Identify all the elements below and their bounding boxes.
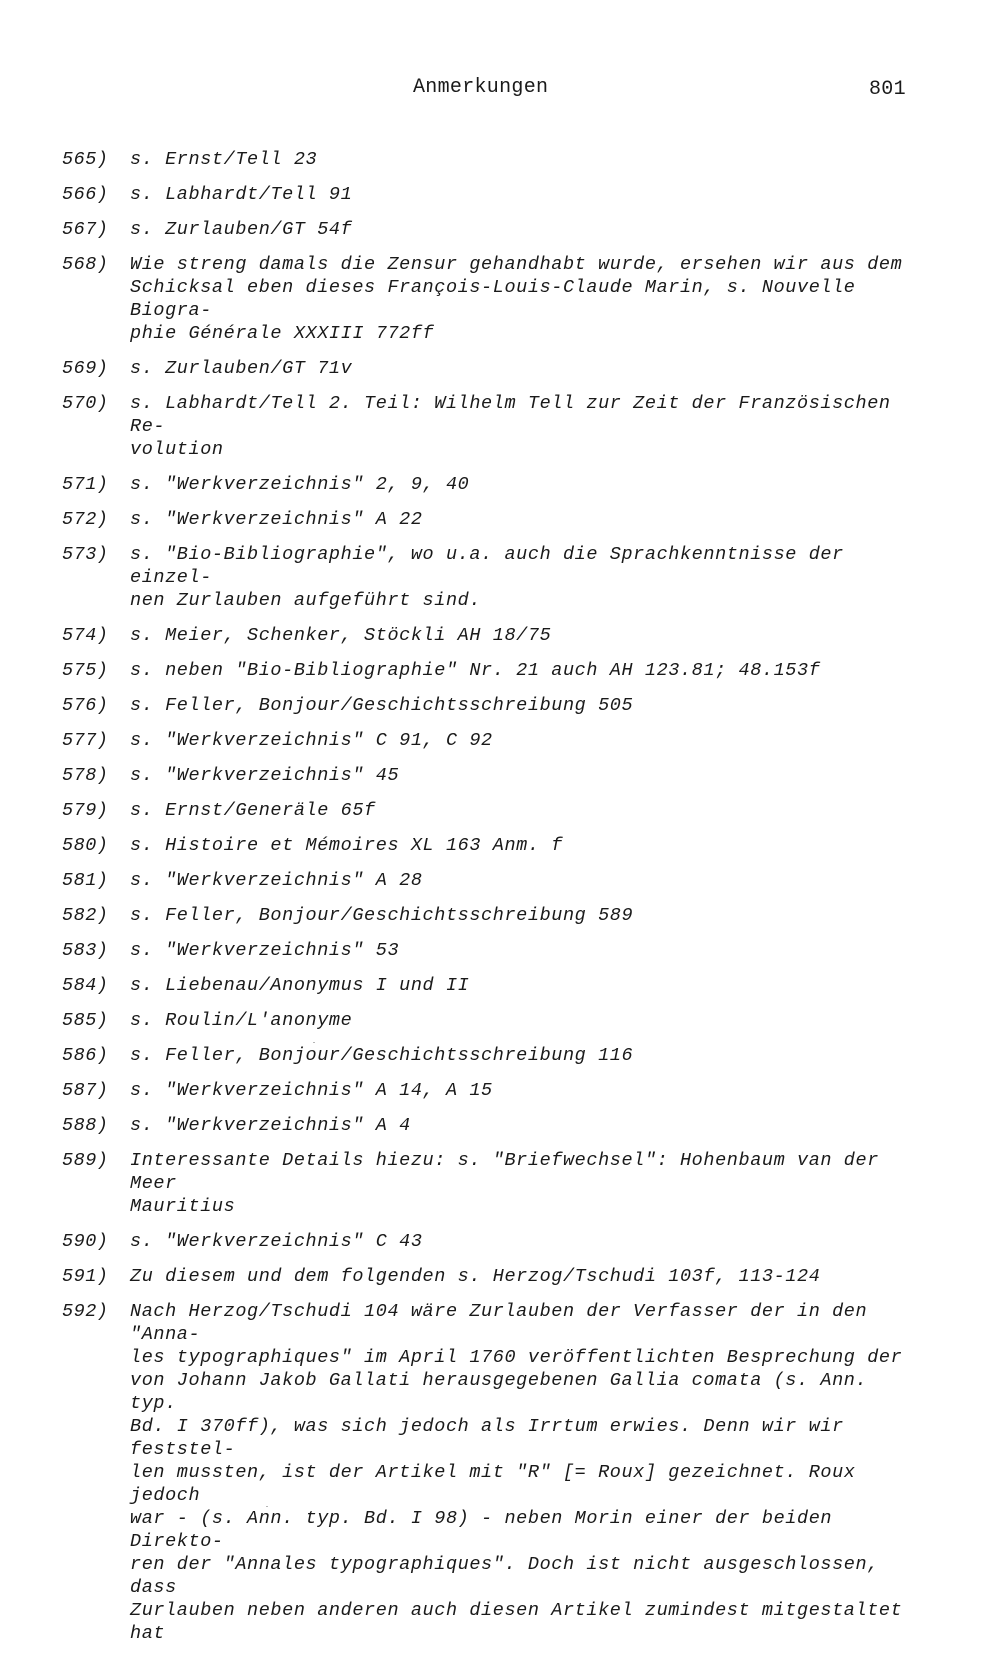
endnote-number: 571) [62, 474, 109, 495]
endnote-text: s. Feller, Bonjour/Geschichtsschreibung 589 [130, 905, 634, 926]
endnote-number: 567) [62, 219, 109, 240]
endnote-number: 578) [62, 765, 109, 786]
endnote [62, 1044, 942, 1067]
endnote-text: s. Zurlauben/GT 71v [130, 358, 353, 379]
endnote-number: 591) [62, 1266, 109, 1287]
endnote [62, 834, 942, 857]
endnote-text: s. "Bio-Bibliographie", wo u.a. auch die Sprachkenntnisse der einzel- nen Zurlauben aufgeführt sind. [130, 544, 844, 611]
endnote-text: s. Ernst/Tell 23 [130, 149, 318, 170]
scan-speck [313, 1042, 315, 1043]
endnote-number: 577) [62, 730, 109, 751]
endnote-text: Interessante Details hiezu: s. "Briefwechsel": Hohenbaum van der Meer Mauritius [130, 1150, 879, 1217]
endnote-text: s. neben "Bio-Bibliographie" Nr. 21 auch AH 123.81; 48.153f [130, 660, 821, 681]
endnote-text: s. "Werkverzeichnis" A 28 [130, 870, 423, 891]
endnote [62, 473, 942, 496]
page-title: Anmerkungen [413, 76, 549, 99]
endnote-text: s. Feller, Bonjour/Geschichtsschreibung 505 [130, 695, 634, 716]
endnote [62, 729, 942, 752]
endnote-number: 587) [62, 1080, 109, 1101]
endnote-text: s. Ernst/Generäle 65f [130, 800, 376, 821]
endnote [62, 1079, 942, 1102]
endnote-text: Nach Herzog/Tschudi 104 wäre Zurlauben der Verfasser der in den "Anna- les typographiques" im April 1760 veröffentlichten Besprechung der von Johann Jakob Gallati herausgegebenen Gallia comata (s. Ann. typ. Bd. I 370ff), was sich jedoch als Irrtum erwies. Denn wir wir feststel- len mussten, ist der Artikel mit "R" [= Roux] gezeichnet. Roux jedoch war - (s. Ann. typ. Bd. I 98) - neben Morin einer der beiden Direkto- ren der "Annales typographiques". Doch ist nicht ausgeschlossen, dass Zurlauben neben anderen auch diesen Artikel zumindest mitgestaltet hat [130, 1301, 903, 1644]
endnote [62, 1265, 942, 1288]
endnote-text: s. Labhardt/Tell 91 [130, 184, 353, 205]
endnote-number: 583) [62, 940, 109, 961]
endnote [62, 218, 942, 241]
endnote [62, 183, 942, 206]
endnote-number: 585) [62, 1010, 109, 1031]
endnote-text: s. Meier, Schenker, Stöckli AH 18/75 [130, 625, 552, 646]
endnote-number: 572) [62, 509, 109, 530]
endnote-number: 586) [62, 1045, 109, 1066]
endnote-text: s. "Werkverzeichnis" A 14, A 15 [130, 1080, 493, 1101]
endnote-number: 568) [62, 254, 109, 275]
endnote-number: 584) [62, 975, 109, 996]
endnote-text: s. Roulin/L'anonyme [130, 1010, 353, 1031]
endnote [62, 869, 942, 892]
endnote [62, 357, 942, 380]
page-number: 801 [869, 78, 906, 101]
page-header [0, 76, 1000, 102]
endnote [62, 694, 942, 717]
endnote-number: 580) [62, 835, 109, 856]
endnote-number: 592) [62, 1301, 109, 1322]
endnote-number: 590) [62, 1231, 109, 1252]
endnote-text: s. Liebenau/Anonymus I und II [130, 975, 470, 996]
endnote-number: 574) [62, 625, 109, 646]
endnote [62, 799, 942, 822]
endnote-text: s. Histoire et Mémoires XL 163 Anm. f [130, 835, 563, 856]
endnote-number: 589) [62, 1150, 109, 1171]
endnote [62, 939, 942, 962]
endnote [62, 1230, 942, 1253]
endnote [62, 659, 942, 682]
endnote-text: Zu diesem und dem folgenden s. Herzog/Tschudi 103f, 113-124 [130, 1266, 821, 1287]
scan-speck [266, 1506, 268, 1507]
endnote [62, 392, 942, 461]
endnote-number: 581) [62, 870, 109, 891]
endnote [62, 1300, 942, 1645]
endnote [62, 904, 942, 927]
endnote [62, 543, 942, 612]
endnote-text: s. "Werkverzeichnis" C 43 [130, 1231, 423, 1252]
endnote-text: s. "Werkverzeichnis" C 91, C 92 [130, 730, 493, 751]
endnote [62, 253, 942, 345]
endnote-number: 570) [62, 393, 109, 414]
endnote-text: Wie streng damals die Zensur gehandhabt wurde, ersehen wir aus dem Schicksal eben dieses François-Louis-Claude Marin, s. Nouvelle Biogra- phie Générale XXXIII 772ff [130, 254, 903, 344]
endnote-text: s. "Werkverzeichnis" 53 [130, 940, 400, 961]
endnote-text: s. "Werkverzeichnis" 2, 9, 40 [130, 474, 470, 495]
endnotes-list [62, 148, 942, 1657]
endnote-number: 588) [62, 1115, 109, 1136]
endnote-number: 565) [62, 149, 109, 170]
endnote-number: 582) [62, 905, 109, 926]
endnote-number: 579) [62, 800, 109, 821]
endnote-text: s. Feller, Bonjour/Geschichtsschreibung 116 [130, 1045, 634, 1066]
endnote-number: 573) [62, 544, 109, 565]
endnote-text: s. Zurlauben/GT 54f [130, 219, 353, 240]
endnote [62, 764, 942, 787]
endnote-text: s. Labhardt/Tell 2. Teil: Wilhelm Tell zur Zeit der Französischen Re- volution [130, 393, 891, 460]
endnote [62, 508, 942, 531]
endnote-number: 569) [62, 358, 109, 379]
endnote-text: s. "Werkverzeichnis" A 22 [130, 509, 423, 530]
endnote [62, 1149, 942, 1218]
endnote-text: s. "Werkverzeichnis" A 4 [130, 1115, 411, 1136]
endnote [62, 974, 942, 997]
endnote-number: 566) [62, 184, 109, 205]
endnote [62, 624, 942, 647]
endnote [62, 148, 942, 171]
endnote-number: 575) [62, 660, 109, 681]
endnote [62, 1009, 942, 1032]
endnote-text: s. "Werkverzeichnis" 45 [130, 765, 400, 786]
endnote-number: 576) [62, 695, 109, 716]
endnote [62, 1114, 942, 1137]
